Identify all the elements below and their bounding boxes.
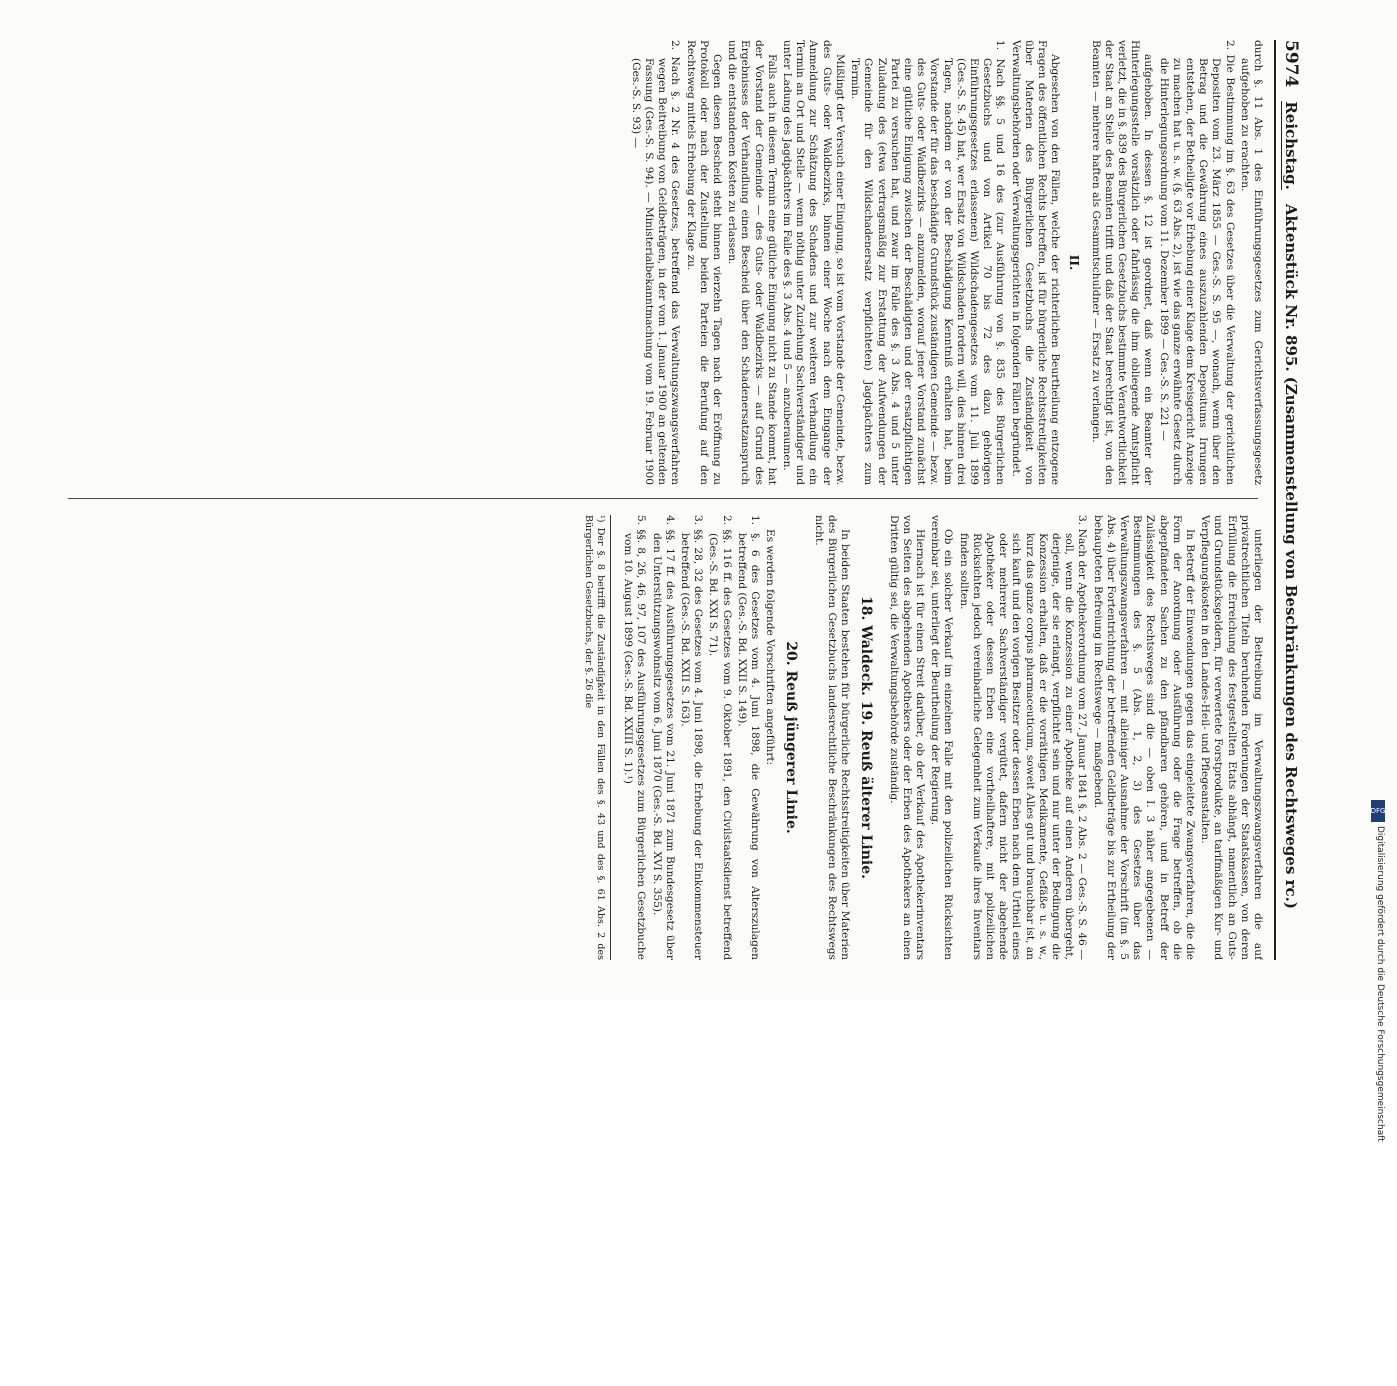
footnote: ¹) Der §. 8 betrifft die Zuständigkeit in den Fällen des §. 43 und des §. 61 Abs. 2 des Bürgerlichen Gesetzbuchs, der §. 26 die [582,515,611,960]
right-paragraph: In beiden Staaten bestehen für bürgerliche Rechtsstreitigkeiten über Materien des Bürgerlichen Gesetzbuchs landesrechtliche Beschränkungen des Rechtswegs nicht. [812,515,852,960]
left-paragraph: Mißlingt der Versuch einer Einigung, so ist vom Vorstande der Gemeinde, bezw. des Guts- oder Waldbezirks, binnen einer Woche nach dem Eingange der Anmeldung zur Schätzung des Schadens und zur weiteren Verhandlung ein Termin an Ort und Stelle — wenn nöthig unter Zuziehung Sachverständiger und unter Ladung des Jagdpächters im Falle des §. 3 Abs. 4 und 5 — anzuberaumen. [781,40,846,485]
right-paragraph: Ob ein solcher Verkauf im einzelnen Falle mit den polizeilichen Rücksichten vereinbar sei, unterliegt der Beurtheilung der Regierung. [929,515,955,960]
digitization-credit-text: Digitalisierung gefördert durch die Deutsche Forschungsgemeinschaft [1375,826,1385,1142]
left-paragraph: Falls auch in diesem Termin eine gütliche Einigung nicht zu Stande kommt, hat der Vorstand der Gemeinde — des Guts- oder Waldbezirks — auf Grund des Ergebnisses der Verhandlung einen Bescheid über den Schadenersatzanspruch und die entstandenen Kosten zu erlassen. [726,40,778,485]
section-heading-reuss: 20. Reuß jüngerer Linie. [783,641,800,834]
left-paragraph: aufgehoben. In dessen §. 12 ist geordnet, daß wenn ein Beamter der Hinterlegungsstelle vorsätzlich oder fahrlässig die ihm obliegende Amtspflicht verletzt, die in §. 839 des Bürgerlichen Gesetzbuchs bestimmte Verantwortlichkeit der Staat an Stelle des Beamten trifft und daß der Staat berechtigt ist, von den Beamten — mehrere haften als Gesammtschuldner — Ersatz zu verlangen. [1089,40,1155,485]
left-paragraph: 2. Nach §. 2 Nr. 4 des Gesetzes, betreffend das Verwaltungszwangsverfahren wegen Beitreibung von Geldbeträgen, in der vom 1. Januar 1900 an geltenden Fassung (Ges.-S. S. 94). — Ministerialbekanntmachung vom 19. Februar 1900 (Ges.-S. S. 93) — [629,40,682,485]
list-item: 4. §§. 17 ff. des Ausführungsgesetzes vom 21. Juni 1871 zum Bundesgesetz über den Unterstützungswohnsitz vom 6. Juni 1870 (Ges.-S. Bd. XVI S. 355). [650,515,676,960]
section-heading-roman: II. [1067,254,1082,271]
section-heading-waldeck: 18. Waldeck. 19. Reuß älterer Linie. [858,596,875,879]
right-paragraph: 3. Nach der Apothekerordnung vom 27. Januar 1841 §. 2 Abs. 2 — Ges.-S. S. 46 — soll, wenn die Konzession zu einer Apotheke auf einen Anderen übergeht, derjenige, der sie erlangt, verpflichtet sein und nur unter der Bedingung die Konzession erhalten, daß er die vorräthigen Medikamente, Gefäße u. s. w., kurz das ganze corpus pharmaceuticum, soweit Alles gut und brauchbar ist, an sich kauft und den vorigen Besitzer oder dessen Erben nach dem Urtheil eines oder mehrerer Sachverständiger vergütet, dafern nicht der abgehende Apotheker oder dessen Erben eine vortheilhaftere, mit polizeilichen Rücksichten jedoch vereinbarliche Gelegenheit zum Verkaufe ihres Inventars finden sollten. [957,515,1089,960]
right-paragraph: Es werden folgende Vorschriften angeführt: [764,529,777,766]
left-paragraph: 2. Die Bestimmung im §. 63 des Gesetzes über die Verwaltung der gerichtlichen Depositen vom 23. März 1855 — Ges.-S. S. 95 —, wonach, wenn über den Betrag und die Gewährung eines auszuzahlenden Depositums Irrungen entstehen, der Betheiligte vor Erhebung einer Klage dem Kreisgericht Anzeige zu machen hat u. s. w. (§. 63 Abs. 2), ist wie das ganze erwähnte Gesetz durch die Hinterlegungsordnung vom 11. Dezember 1899 — Ges.-S. S. 221 — [1157,40,1236,485]
right-column [59,515,1264,960]
page-number: 5974 [1281,40,1301,88]
list-item: 5. §§. 8, 26, 46, 97, 107 des Ausführungsgesetzes zum Bürgerlichen Gesetzbuche vom 10. August 1899 (Ges.-S. Bd. XXIII S. 1).¹) [622,515,648,960]
header-title: Aktenstück Nr. 895. (Zusammenstellung von Beschränkungen des Rechtsweges rc.) [1282,203,1300,909]
right-paragraph: In Betreff der Einwendungen gegen das eingeleitete Zwangsverfahren, die die Form der Anordnung oder Ausführung oder die Frage betreffen, ob die abgepfändeten Sachen zu den pfändbaren gehören, und in Betreff der Zulässigkeit des Rechtsweges sind die — oben I. 3 näher angegebenen — Bestimmungen des §. 5 (Abs. 1, 2, 3) des Gesetzes über das Verwaltungszwangsverfahren — mit alleiniger Ausnahme der Vorschrift (im §. 5 Abs. 4) über Fortentrichtung der betreffenden Geldbeträge bis zur Ertheilung der behaupteten Befreiung im Rechtswege — maßgebend. [1091,515,1196,960]
header-rule [1274,40,1276,960]
right-paragraph: unterliegen der Beitreibung im Verwaltungszwangsverfahren die auf privatrechtlichen Titeln beruhenden Forderungen der Staatskassen, von deren Erfüllung die Erreichung des festgestellten Etats abhängt, namentlich an Guts- und Grundstücksgeldern, für verwertete Forstprodukte, an tarifmäßigen Kur- und Verpflegungskosten in den Landes-Heil- und Pflegeanstalten. [1199,515,1264,960]
header-source: Reichstag. [1282,101,1301,190]
page-header [1274,40,1308,960]
column-divider [68,498,1258,499]
list-item: 2. §§. 116 ff. des Gesetzes vom 9. Oktober 1891, den Civilstaatsdienst betreffend (Ges.-S. Bd. XXI S. 71). [707,515,733,960]
left-paragraph: Gegen diesen Bescheid steht binnen vierzehn Tagen nach der Eröffnung zu Protokoll oder nach der Zustellung beiden Parteien die Berufung auf den Rechtsweg mittels Erhebung der Klage zu. [684,40,724,485]
digitization-credit [1370,800,1386,1142]
left-paragraph: Abgesehen von den Fällen, welche der richterlichen Beurtheilung entzogene Fragen des öffentlichen Rechts betreffen, ist für bürgerliche Rechtsstreitigkeiten über Materien des Bürgerlichen Gesetzbuchs die Zuständigkeit von Verwaltungsbehörden oder Verwaltungsgerichten in folgenden Fällen begründet. [1009,40,1062,485]
left-paragraph: durch §. 11 Abs. 1 des Einführungsgesetzes zum Gerichtsverfassungsgesetz aufgehoben zu erachten. [1238,40,1264,485]
left-paragraph: 1. Nach §§. 5 und 16 des (zur Ausführung von §. 835 des Bürgerlichen Gesetzbuchs und von Artikel 70 bis 72 des dazu gehörigen Einführungsgesetzes erlassenen) Wildschadengesetzes vom 11. Juli 1899 (Ges.-S. S. 45) hat, wer Ersatz von Wildschaden fordern will, dies binnen drei Tagen, nachdem er von der Beschädigung Kenntniß erhalten hat, beim Vorstande der für das beschädigte Grundstück zuständigen Gemeinde — bezw. des Guts- oder Waldbezirks — anzumelden, worauf jener Vorstand zunächst eine gütliche Einigung zwischen der Beschädigten und der ersatzpflichtigen Partei zu versuchen hat, und zwar im Falle des §. 3 Abs. 4 und 5 unter Zuladung des (etwa vertragsmäßig zur Erstattung der Aufwendungen der Gemeinde für den Wildschadenersatz verpflichteten) Jagdpächters zum Termin. [849,40,1007,485]
left-column [59,40,1264,485]
right-paragraph: Hiernach ist für einen Streit darüber, ob der Verkauf des Apothekerinventars von Seiten des abgehenden Apothekers oder der Erben des Apothekers an einen Dritten gültig sei, die Verwaltungsbehörde zuständig. [887,515,926,960]
dfg-logo: DFG [1371,800,1385,822]
list-item: 3. §§. 28, 32 des Gesetzes vom 4. Juni 1898, die Erhebung der Einkommensteuer betreffend (Ges.-S. Bd. XXII S. 163). [679,515,705,960]
rotated-document [48,40,1308,960]
list-item: 1. §. 6 des Gesetzes vom 4. Juni 1898, die Gewährung von Alterszulagen betreffend (Ges.-S. Bd. XXII S. 149). [735,515,762,960]
